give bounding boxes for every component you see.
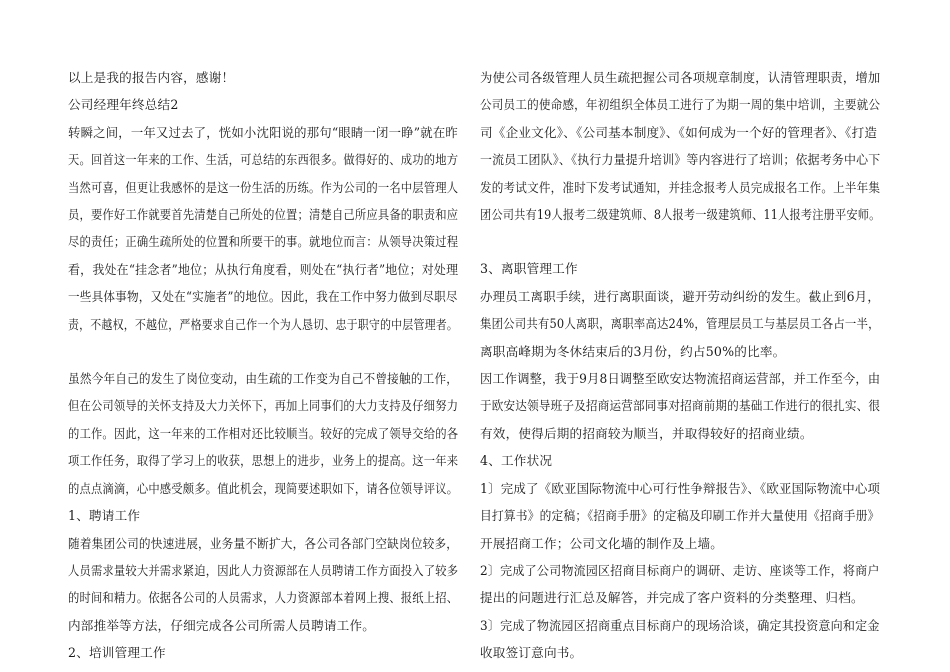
right-text-line: 3、离职管理工作 — [480, 261, 578, 277]
right-text-line: 因工作调整，我于9月8日调整至欧安达物流招商运营部，并工作至今，由 — [480, 371, 881, 387]
left-blank-line — [68, 338, 458, 365]
right-text-line: 开展招商工作；公司文化墙的制作及上墙。 — [480, 535, 724, 551]
left-text-line: 内部推举等方法，仔细完成各公司所需人员聘请工作。 — [68, 617, 376, 633]
left-text-line: 的工作。因此，这一年来的工作相对还比较顺当。较好的完成了领导交给的各 — [68, 425, 459, 441]
left-text-line: 项工作任务，取得了学习上的收获，思想上的进步，业务上的提高。这一年来 — [68, 453, 459, 469]
left-text-line: 的时间和精力。依据各公司的人员需求，人力资源部本着网上搜、报纸上招、 — [68, 590, 459, 606]
right-text-line: 3〕完成了物流园区招商重点目标商户的现场洽谈，确定其投资意向和定金 — [480, 617, 880, 633]
right-text-line: 集团公司共有50人离职，离职率高达24%，管理层员工与基层员工各占一半， — [480, 316, 880, 332]
right-text-line: 司《企业文化》、《公司基本制度》、《如何成为一个好的管理者》、《打造 — [480, 124, 878, 140]
right-text-column — [480, 64, 880, 667]
left-text-column — [68, 64, 458, 667]
right-text-line: 1〕完成了《欧亚国际物流中心可行性争辩报告》、《欧亚国际物流中心项 — [480, 480, 881, 496]
left-text-line: 当然可喜，但更让我感怀的是这一份生活的历练。作为公司的一名中层管理人 — [68, 179, 459, 195]
left-text-line: 虽然今年自己的发生了岗位变动，由生疏的工作变为自己不曾接触的工作， — [68, 371, 459, 387]
right-text-line: 发的考试文件，准时下发考试通知，并挂念报考人员完成报名工作。上半年集 — [480, 179, 881, 195]
right-text-line: 4、工作状况 — [480, 453, 553, 469]
right-text-line: 目打算书》的定稿；《招商手册》的定稿及印刷工作并大量使用《招商手册》 — [480, 508, 880, 524]
left-text-line: 人员需求量较大并需求紧迫，因此人力资源部在人员聘请工作方面投入了较多 — [68, 562, 459, 578]
right-text-line: 离职高峰期为冬休结束后的3月份，约占50%的比率。 — [480, 343, 786, 359]
right-text-line: 办理员工离职手续，进行离职面谈，避开劳动纠纷的发生。截止到6月， — [480, 288, 880, 304]
left-text-line: 的点点滴滴，心中感受颇多。值此机会，现简要述职如下，请各位领导评议。 — [68, 480, 459, 496]
right-text-line: 提出的问题进行汇总及解答，并完成了客户资料的分类整理、归档。 — [480, 590, 864, 606]
left-text-line: 但在公司领导的关怀支持及大力关怀下，再加上同事们的大力支持及仔细努力 — [68, 398, 459, 414]
right-text-line: 于欧安达领导班子及招商运营部同事对招商前期的基础工作进行的很扎实、很 — [480, 398, 881, 414]
left-text-line: 公司经理年终总结2 — [68, 97, 179, 113]
right-text-line: 2〕完成了公司物流园区招商目标商户的调研、走访、座谈等工作，将商户 — [480, 562, 880, 578]
left-text-line: 天。回首这一年来的工作、生活，可总结的东西很多。做得好的、成功的地方 — [68, 152, 459, 168]
left-text-line: 员，要作好工作就要首先清楚自己所处的位置；清楚自己所应具备的职责和应 — [68, 207, 459, 223]
left-text-line: 以上是我的报告内容，感谢！ — [68, 70, 235, 85]
right-text-line: 收取签订意向书。 — [480, 645, 583, 661]
left-text-line: 一些具体事物，又处在“实施者”的地位。因此，我在工作中努力做到尽职尽 — [68, 289, 458, 305]
right-text-line: 团公司共有19人报考二级建筑师、8人报考一级建筑师、11人报考注册平安师。 — [480, 207, 881, 223]
right-text-line: 为使公司各级管理人员生疏把握公司各项规章制度，认清管理职责，增加 — [480, 70, 881, 85]
left-text-line: 尽的责任；正确生疏所处的位置和所要干的事。就地位而言：从领导决策过程 — [68, 234, 459, 250]
left-text-line: 看，我处在“挂念者”地位；从执行角度看，则处在“执行者”地位；对处理 — [68, 261, 459, 277]
right-text-line: 有效，使得后期的招商较为顺当，并取得较好的招商业绩。 — [480, 425, 813, 441]
right-text-line: 公司员工的使命感，年初组织全体员工进行了为期一周的集中培训，主要就公 — [480, 97, 881, 113]
right-blank-line — [480, 228, 880, 255]
left-text-line: 责，不越权，不越位，严格要求自己作一个为人恳切、忠于职守的中层管理者。 — [68, 316, 459, 332]
left-text-line: 1、聘请工作 — [68, 508, 141, 524]
right-text-line: 一流员工团队》、《执行力量提升培训》等内容进行了培训；依据考务中心下 — [480, 152, 881, 168]
left-text-line: 2、培训管理工作 — [68, 645, 166, 661]
left-text-line: 转瞬之间，一年又过去了，恍如小沈阳说的那句“眼睛一闭一睁”就在昨 — [68, 124, 458, 140]
left-text-line: 随着集团公司的快速进展，业务量不断扩大，各公司各部门空缺岗位较多， — [68, 535, 459, 551]
